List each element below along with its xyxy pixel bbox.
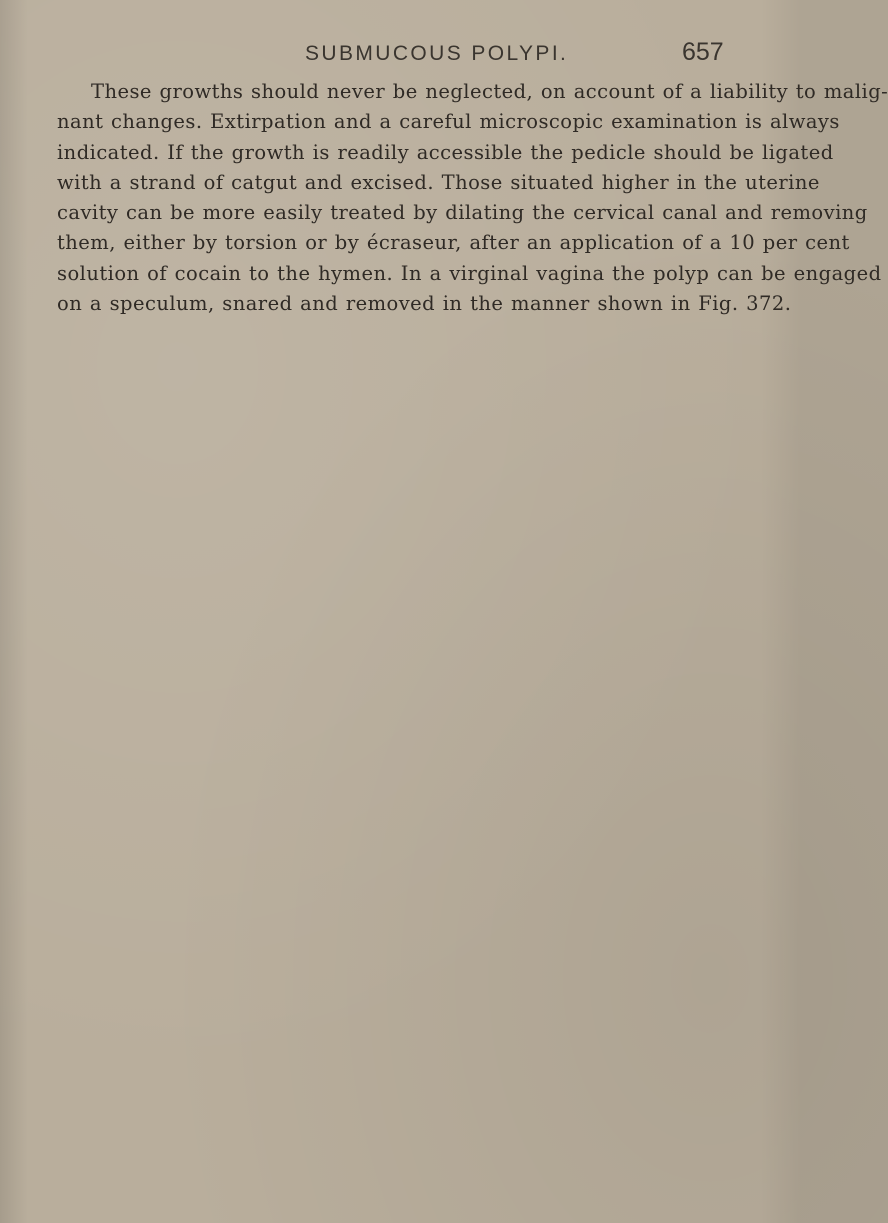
text-line: with a strand of catgut and excised. Those situated higher in the uterine <box>57 170 820 194</box>
text-line: solution of cocain to the hymen. In a virginal vagina the polyp can be engaged <box>57 261 882 285</box>
running-title: SUBMUCOUS POLYPI. <box>305 42 569 65</box>
body-paragraph <box>57 77 888 319</box>
text-line: cavity can be more easily treated by dilating the cervical canal and removing <box>57 201 868 225</box>
text-line: These growths should never be neglected, on account of a liability to malig- <box>91 80 888 103</box>
text-line: nant changes. Extirpation and a careful microscopic examination is always <box>57 110 840 134</box>
page-number: 657 <box>682 38 724 66</box>
text-line: on a speculum, snared and removed in the manner shown in Fig. 372. <box>57 292 792 316</box>
text-line: indicated. If the growth is readily accessible the pedicle should be ligated <box>57 140 834 164</box>
running-head <box>0 38 800 72</box>
text-line: them, either by torsion or by écraseur, after an application of a 10 per cent <box>57 231 850 255</box>
